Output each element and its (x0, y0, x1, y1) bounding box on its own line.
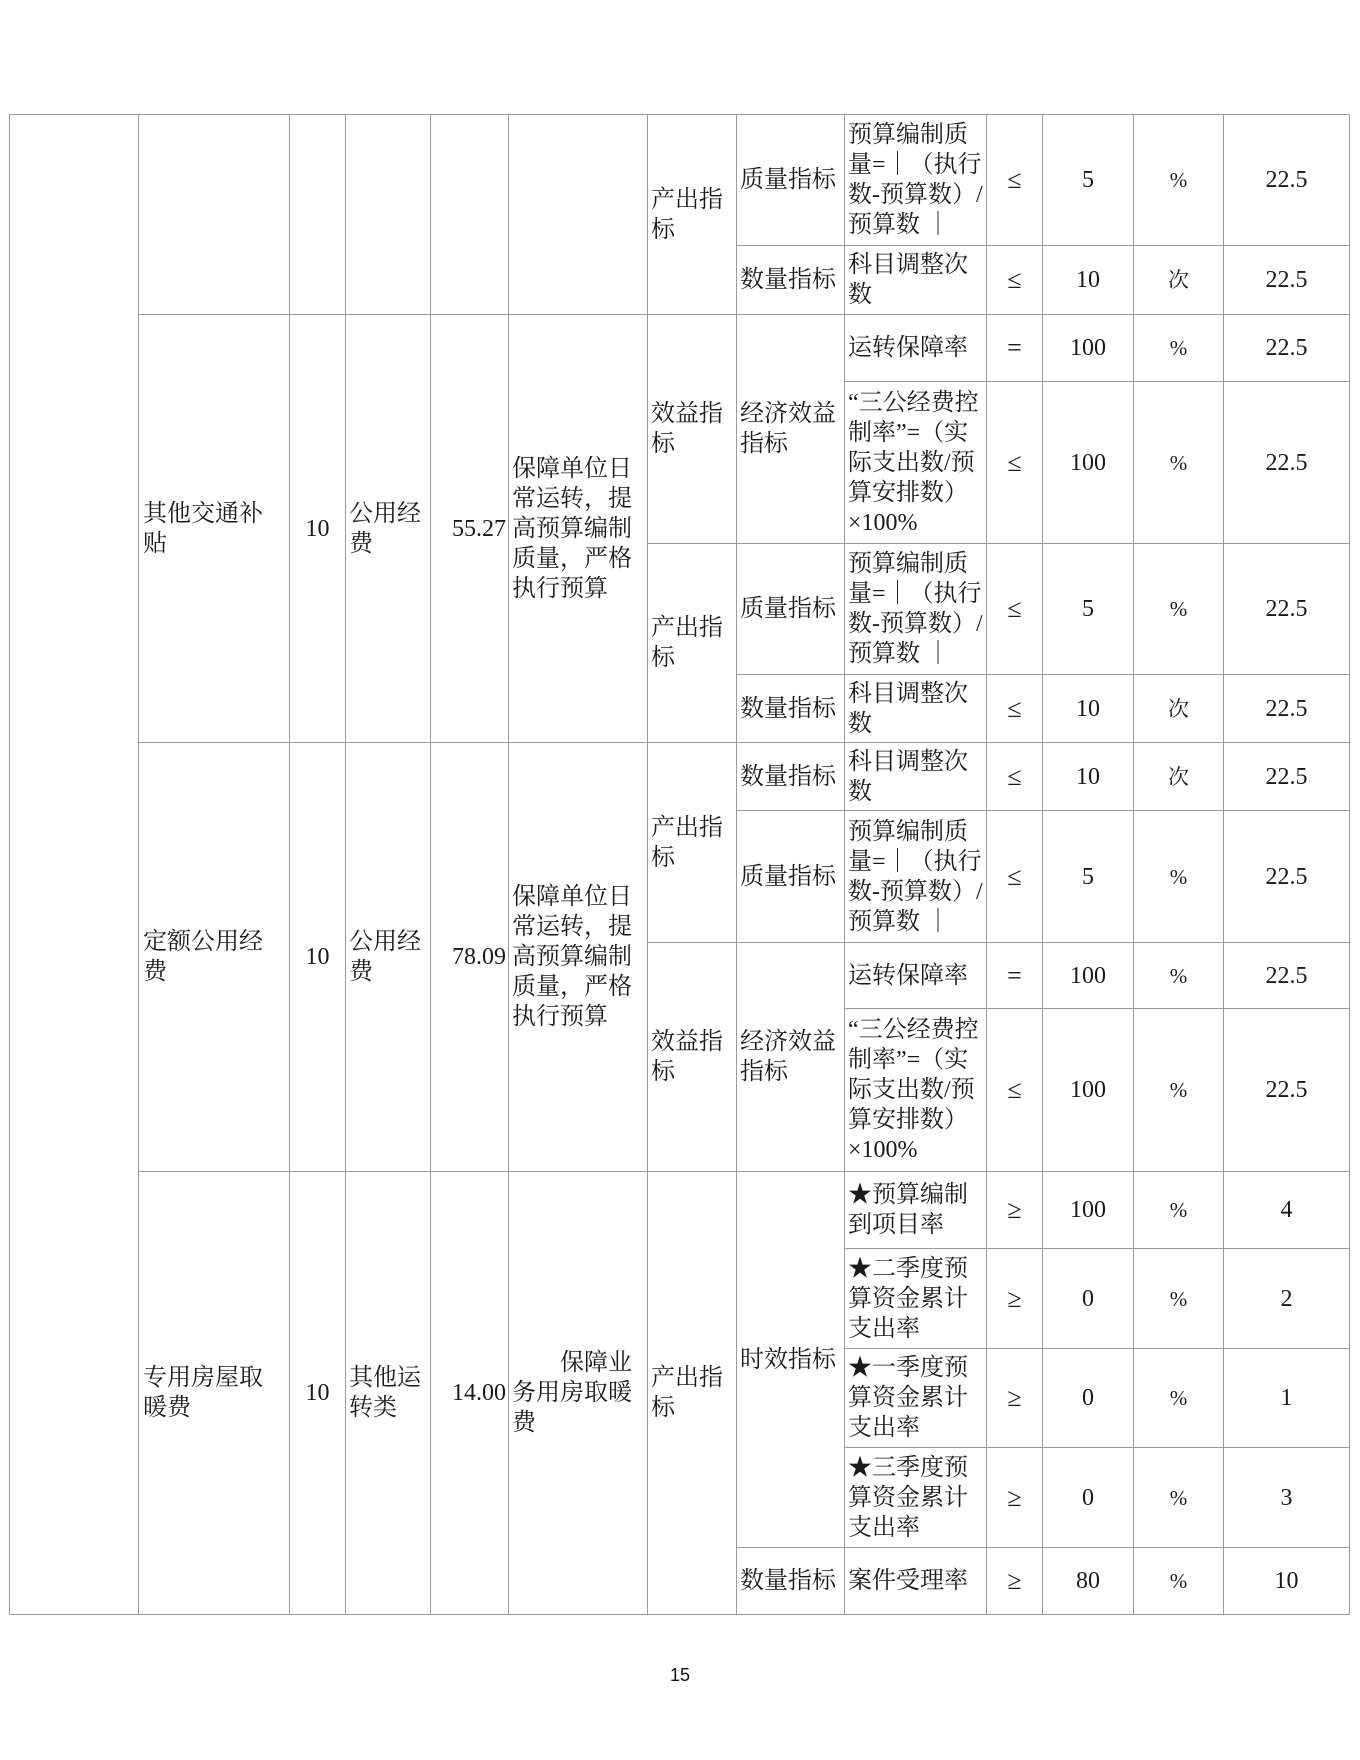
level1-indicator: 产出指标 (648, 1172, 737, 1615)
comparison-operator: ≥ (987, 1249, 1043, 1349)
level3-indicator: 科目调整次数 (845, 743, 987, 811)
level2-indicator: 时效指标 (737, 1172, 845, 1548)
expense-category: 其他运转类 (346, 1172, 431, 1615)
level3-indicator: ★三季度预算资金累计支出率 (845, 1448, 987, 1548)
level1-indicator: 产出指标 (648, 115, 737, 315)
comparison-operator: ≤ (987, 382, 1043, 544)
level3-indicator: ★预算编制到项目率 (845, 1172, 987, 1249)
comparison-operator: = (987, 315, 1043, 382)
comparison-operator: = (987, 943, 1043, 1009)
indicator-score: 4 (1224, 1172, 1350, 1249)
budget-amount: 14.00 (431, 1172, 509, 1615)
unit: % (1134, 315, 1224, 382)
comparison-operator: ≤ (987, 115, 1043, 246)
expense-category (346, 115, 431, 315)
target-value: 0 (1043, 1448, 1134, 1548)
expense-category: 公用经费 (346, 743, 431, 1172)
indicator-score: 10 (1224, 1548, 1350, 1615)
indicator-score: 22.5 (1224, 246, 1350, 315)
target-value: 100 (1043, 315, 1134, 382)
target-value: 100 (1043, 382, 1134, 544)
project-number: 10 (290, 743, 346, 1172)
indicator-score: 22.5 (1224, 115, 1350, 246)
performance-goal: 保障业务用房取暖费 (509, 1172, 648, 1615)
unit: % (1134, 382, 1224, 544)
target-value: 100 (1043, 943, 1134, 1009)
indicator-score: 22.5 (1224, 675, 1350, 743)
target-value: 10 (1043, 743, 1134, 811)
comparison-operator: ≥ (987, 1172, 1043, 1249)
target-value: 5 (1043, 811, 1134, 943)
target-value: 5 (1043, 544, 1134, 675)
performance-goal (509, 115, 648, 315)
unit: % (1134, 1349, 1224, 1448)
level3-indicator: 科目调整次数 (845, 675, 987, 743)
unit: % (1134, 1009, 1224, 1172)
level3-indicator: 科目调整次数 (845, 246, 987, 315)
comparison-operator: ≤ (987, 246, 1043, 315)
expense-category: 公用经费 (346, 315, 431, 743)
comparison-operator: ≤ (987, 675, 1043, 743)
unit: 次 (1134, 675, 1224, 743)
level3-indicator: 运转保障率 (845, 315, 987, 382)
indicator-score: 22.5 (1224, 811, 1350, 943)
level3-indicator: ★一季度预算资金累计支出率 (845, 1349, 987, 1448)
level3-indicator: 预算编制质量=｜（执行数-预算数）/预算数 ｜ (845, 811, 987, 943)
project-name: 定额公用经费 (139, 743, 290, 1172)
project-name (139, 115, 290, 315)
project-name: 其他交通补贴 (139, 315, 290, 743)
page-number: 15 (669, 1665, 691, 1685)
level2-indicator: 数量指标 (737, 246, 845, 315)
level1-indicator: 效益指标 (648, 315, 737, 544)
indicator-score: 22.5 (1224, 382, 1350, 544)
performance-goal: 保障单位日常运转，提高预算编制质量，严格执行预算 (509, 743, 648, 1172)
target-value: 100 (1043, 1009, 1134, 1172)
performance-goal: 保障单位日常运转，提高预算编制质量，严格执行预算 (509, 315, 648, 743)
unit: 次 (1134, 743, 1224, 811)
target-value: 80 (1043, 1548, 1134, 1615)
unit: % (1134, 544, 1224, 675)
performance-indicator-table (9, 114, 1350, 1615)
budget-amount: 55.27 (431, 315, 509, 743)
unit: % (1134, 943, 1224, 1009)
unit: % (1134, 1172, 1224, 1249)
target-value: 0 (1043, 1349, 1134, 1448)
unit: % (1134, 1249, 1224, 1349)
level2-indicator: 数量指标 (737, 743, 845, 811)
comparison-operator: ≥ (987, 1349, 1043, 1448)
project-number: 10 (290, 1172, 346, 1615)
indicator-score: 3 (1224, 1448, 1350, 1548)
indicator-score: 1 (1224, 1349, 1350, 1448)
unit: % (1134, 811, 1224, 943)
level1-indicator: 效益指标 (648, 943, 737, 1172)
comparison-operator: ≤ (987, 1009, 1043, 1172)
table-row (10, 315, 1350, 382)
level2-indicator: 经济效益指标 (737, 943, 845, 1172)
unit: % (1134, 1448, 1224, 1548)
target-value: 10 (1043, 246, 1134, 315)
indicator-score: 22.5 (1224, 1009, 1350, 1172)
target-value: 5 (1043, 115, 1134, 246)
indicator-score: 22.5 (1224, 743, 1350, 811)
level3-indicator: 预算编制质量=｜（执行数-预算数）/预算数 ｜ (845, 115, 987, 246)
comparison-operator: ≥ (987, 1448, 1043, 1548)
indicator-score: 2 (1224, 1249, 1350, 1349)
level2-indicator: 质量指标 (737, 115, 845, 246)
budget-amount: 78.09 (431, 743, 509, 1172)
level2-indicator: 质量指标 (737, 544, 845, 675)
target-value: 0 (1043, 1249, 1134, 1349)
level3-indicator: 预算编制质量=｜（执行数-预算数）/预算数 ｜ (845, 544, 987, 675)
level3-indicator: “三公经费控制率”=（实际支出数/预算安排数）×100% (845, 382, 987, 544)
target-value: 10 (1043, 675, 1134, 743)
indicator-score: 22.5 (1224, 544, 1350, 675)
comparison-operator: ≤ (987, 544, 1043, 675)
project-number (290, 115, 346, 315)
continuation-cell (10, 115, 139, 1615)
level3-indicator: 案件受理率 (845, 1548, 987, 1615)
project-name: 专用房屋取暖费 (139, 1172, 290, 1615)
level1-indicator: 产出指标 (648, 544, 737, 743)
level2-indicator: 数量指标 (737, 675, 845, 743)
comparison-operator: ≤ (987, 743, 1043, 811)
table-row (10, 115, 1350, 246)
level3-indicator: “三公经费控制率”=（实际支出数/预算安排数）×100% (845, 1009, 987, 1172)
unit: % (1134, 115, 1224, 246)
comparison-operator: ≤ (987, 811, 1043, 943)
budget-amount (431, 115, 509, 315)
level1-indicator: 产出指标 (648, 743, 737, 943)
indicator-score: 22.5 (1224, 315, 1350, 382)
level2-indicator: 经济效益指标 (737, 315, 845, 544)
level3-indicator: 运转保障率 (845, 943, 987, 1009)
project-number: 10 (290, 315, 346, 743)
comparison-operator: ≥ (987, 1548, 1043, 1615)
level2-indicator: 数量指标 (737, 1548, 845, 1615)
table-row (10, 743, 1350, 811)
table-row (10, 1172, 1350, 1249)
target-value: 100 (1043, 1172, 1134, 1249)
level2-indicator: 质量指标 (737, 811, 845, 943)
unit: % (1134, 1548, 1224, 1615)
unit: 次 (1134, 246, 1224, 315)
level3-indicator: ★二季度预算资金累计支出率 (845, 1249, 987, 1349)
indicator-score: 22.5 (1224, 943, 1350, 1009)
